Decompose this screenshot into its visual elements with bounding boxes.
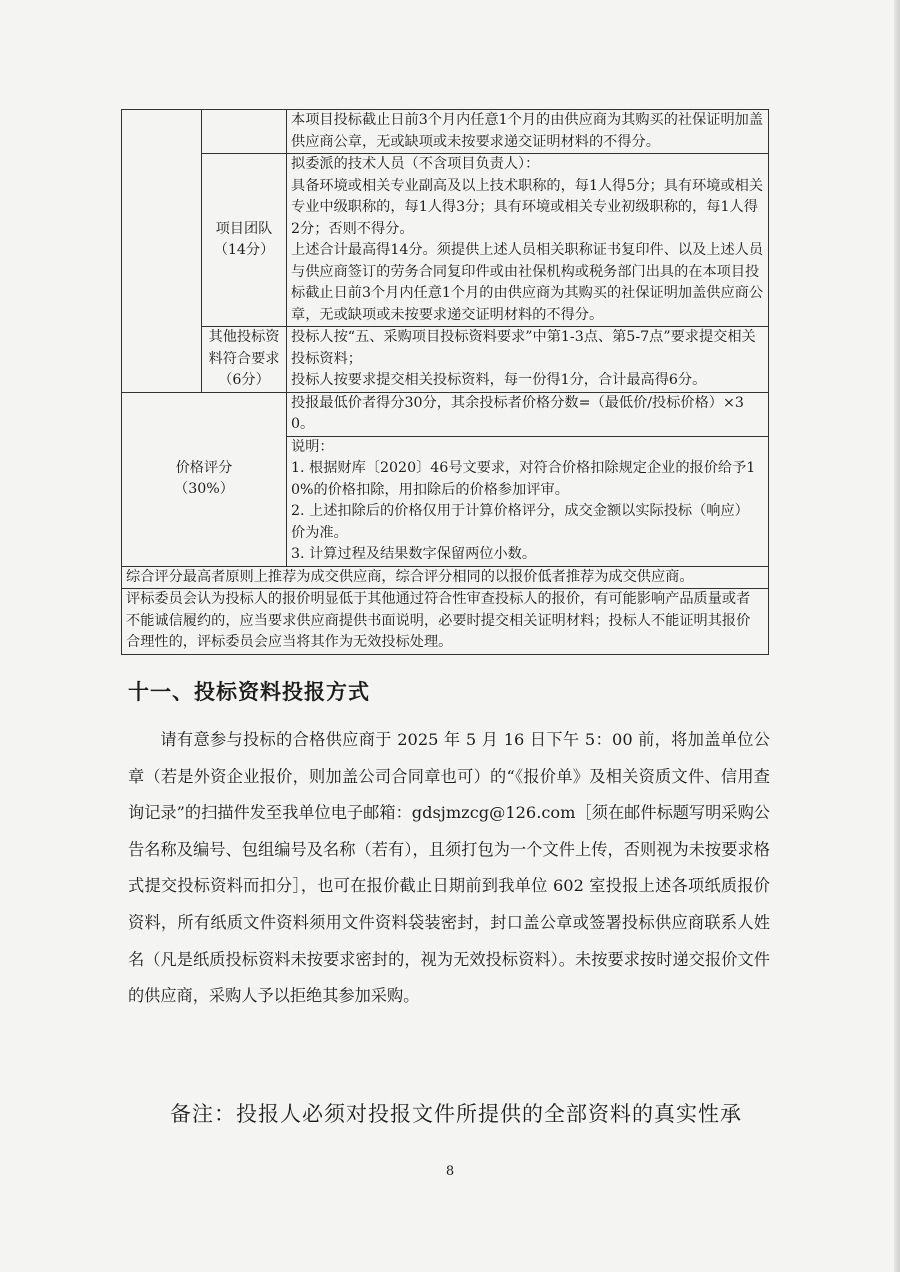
team-line: 具备环境或相关专业副高及以上技术职称的，每1人得5分；具有环境或相关专业中级职称的，每1人得3分；具有环境或相关专业初级职称的，每1人得2分；否则不得分。 (291, 177, 764, 237)
submission-paragraph: 请有意参与投标的合格供应商于 2025 年 5 月 16 日下午 5：00 前，将加盖单位公章（若是外资企业报价，则加盖公司合同章也可）的“《报价单》及相关资质文件、信用查询记录”的扫描件发至我单位电子邮箱：gdsjmzcg@126.com［须在邮件标题写明采购公告名称及编号、包组编号及名称（若有），且须打包为一个文件上传，否则视为未按要求格式提交投标资料而扣分］，也可在报价截止日期前到我单位 602 室投报上述各项纸质报价资料，所有纸质文件资料须用文件资料袋装密封，封口盖公章或签署投标供应商联系人姓名（凡是纸质投标资料未按要求密封的，视为无效投标资料）。未按要求按时递交报价文件的供应商，采购人予以拒绝其参加采购。 (128, 730, 770, 1006)
scan-edge (894, 0, 900, 1272)
committee-row: 评标委员会认为投标人的报价明显低于其他通过符合性审查投标人的报价，有可能影响产品质量或者不能诚信履约的，应当要求供应商提供书面说明，必要时提交相关证明材料；投标人不能证明其报价合理性的，评标委员会应当将其作为无效投标处理。 (122, 589, 769, 655)
table-row (122, 589, 769, 655)
evaluation-table (121, 109, 769, 655)
other-line: 投标人按“五、采购项目投标资料要求”中第1-3点、第5-7点”要求提交相关投标资料； (291, 329, 756, 367)
table-row (122, 154, 769, 327)
price-note: 2. 上述扣除后的价格仅用于计算价格评分，成交金额以实际投标（响应） 价为准。 (291, 503, 749, 541)
table-row (122, 110, 769, 154)
table-cell-empty (202, 110, 287, 154)
price-note: 说明： (291, 438, 334, 455)
table-cell-empty (122, 110, 202, 393)
submission-instructions (128, 722, 770, 1015)
price-formula: 投报最低价者得分30分，其余投标者价格分数=（最低价/投标价格）×30。 (287, 392, 769, 436)
other-label-cell (202, 327, 287, 393)
table-row (122, 566, 769, 589)
price-notes (287, 436, 769, 566)
team-line: 拟委派的技术人员（不含项目负责人）： (291, 156, 540, 172)
price-label: 价格评分 (175, 459, 233, 476)
team-label-cell (202, 154, 287, 327)
other-criteria (287, 327, 769, 393)
team-line: 上述合计最高得14分。须提供上述人员相关职称证书复印件、以及上述人员与供应商签订的劳务合同复印件或由社保机构或税务部门出具的在本项目投标截止日前3个月内任意1个月的由供应商为其购买的社保证明加盖供应商公章，无或缺项或未按要求递交证明材料的不得分。 (291, 242, 764, 323)
price-score: （30%） (174, 481, 234, 497)
table-row (122, 327, 769, 393)
other-label: 其他投标资料符合要求 (208, 329, 280, 367)
page-number: 8 (445, 1164, 455, 1179)
team-score: （14分） (213, 242, 275, 258)
summary-row: 综合评分最高者原则上推荐为成交供应商，综合评分相同的以报价低者推荐为成交供应商。 (122, 566, 769, 589)
table-row (122, 392, 769, 436)
team-criteria (287, 154, 769, 327)
other-score: （6分） (218, 372, 270, 388)
price-note: 1. 根据财库〔2020〕46号文要求，对符合价格扣除规定企业的报价给予10%的价格扣除，用扣除后的价格参加评审。 (291, 460, 756, 498)
price-label-cell (122, 392, 287, 566)
team-label: 项目团队 (215, 220, 273, 237)
price-note: 3. 计算过程及结果数字保留两位小数。 (291, 546, 537, 562)
section-heading: 十一、投标资料投报方式 (128, 680, 370, 704)
remark-line: 备注：投报人必须对投报文件所提供的全部资料的真实性承 (170, 1102, 742, 1126)
social-security-criteria: 本项目投标截止日前3个月内任意1个月的由供应商为其购买的社保证明加盖供应商公章，无或缺项或未按要求递交证明材料的不得分。 (287, 110, 769, 154)
other-line: 投标人按要求提交相关投标资料，每一份得1分，合计最高得6分。 (291, 372, 707, 388)
